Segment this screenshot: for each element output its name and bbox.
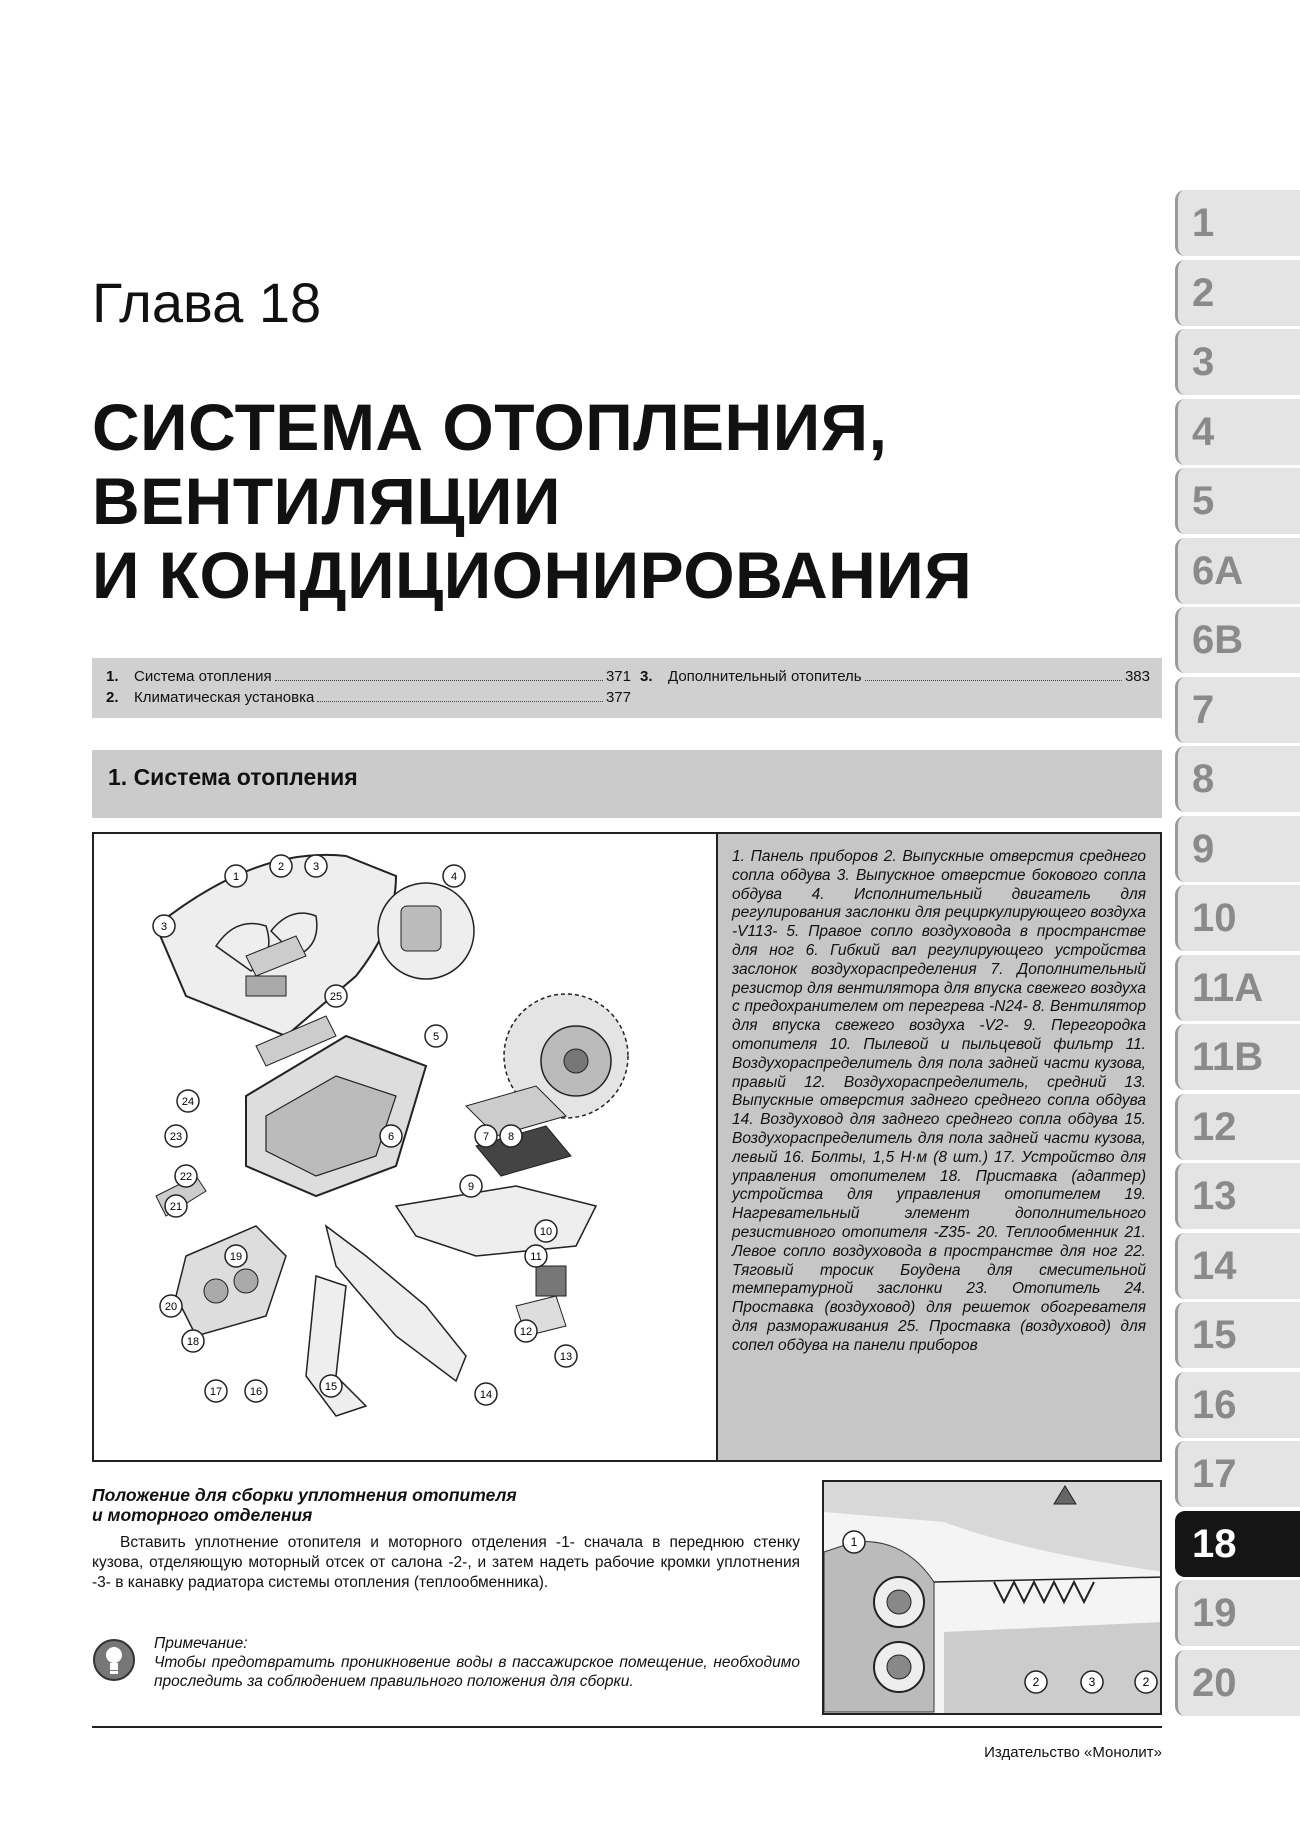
note-text: Чтобы предотвратить проникновение воды в пассажирское помещение, необходимо проследить за соблюдением правильного положения для сборки. (154, 1654, 800, 1690)
callout-number: 3 (160, 921, 168, 933)
chapter-tab-7[interactable]: 7 (1175, 677, 1300, 743)
title-line-1: СИСТЕМА ОТОПЛЕНИЯ, (92, 390, 888, 464)
diagram-callout (443, 865, 465, 887)
chapter-tab-6b[interactable]: 6B (1175, 607, 1300, 673)
toc-leader (865, 668, 1122, 681)
toc-page: 377 (605, 689, 631, 706)
chapter-tab-5[interactable]: 5 (1175, 468, 1300, 534)
toc-text: Климатическая установка (134, 689, 315, 706)
diagram-callout (475, 1383, 497, 1405)
diagram-callout (165, 1125, 187, 1147)
diagram-callout (515, 1320, 537, 1342)
callout-number: 2 (1032, 1675, 1040, 1689)
toc-number: 3. (640, 668, 653, 685)
chapter-tab-11b[interactable]: 11B (1175, 1024, 1300, 1090)
assembly-subheading (92, 1485, 792, 1525)
callout-number: 2 (1142, 1675, 1150, 1689)
callout-number: 22 (179, 1171, 193, 1183)
diagram-callout (535, 1220, 557, 1242)
table-of-contents (92, 658, 1162, 718)
section-header (92, 750, 1162, 818)
photo-callout (1025, 1671, 1047, 1693)
section-title: 1. Система отопления (108, 764, 358, 790)
toc-entry[interactable] (106, 689, 631, 706)
photo-callout (1135, 1671, 1157, 1693)
toc-page: 383 (1124, 668, 1150, 685)
callout-number: 6 (387, 1131, 395, 1143)
chapter-tabs (1175, 190, 1300, 1719)
chapter-tab-2[interactable]: 2 (1175, 260, 1300, 326)
diagram-callout (525, 1245, 547, 1267)
callout-number: 8 (507, 1131, 515, 1143)
photo-callout (843, 1531, 865, 1553)
diagram-callout (182, 1330, 204, 1352)
diagram-callout (460, 1175, 482, 1197)
callout-number: 4 (450, 871, 458, 883)
callout-number: 10 (539, 1226, 553, 1238)
callout-number: 9 (467, 1181, 475, 1193)
diagram-callout (245, 1380, 267, 1402)
chapter-tab-13[interactable]: 13 (1175, 1163, 1300, 1229)
diagram-callout (305, 855, 327, 877)
chapter-tab-10[interactable]: 10 (1175, 885, 1300, 951)
callout-number: 1 (850, 1535, 858, 1549)
figure-caption: 1. Панель приборов 2. Выпускные отверстия среднего сопла обдува 3. Выпускное отверстие бокового сопла обдува 4. Исполнительный двигатель для регулирования заслонки для рециркулирующего воздуха -V113- 5. Правое сопло воздуховода в пространстве для ног 6. Гибкий вал регулирующего устройства заслонок воздухораспределения 7. Дополнительный резистор для вентилятора для впуска свежего воздуха с предохранителем от перегрева -N24- 8. Вентилятор для впуска свежего воздуха -V2- 9. Перегородка отопителя 10. Пылевой и пыльцевой фильтр 11. Воздухораспределитель для пола задней части кузова, правый 12. Воздухораспределитель, средний 13. Выпускные отверстия заднего среднего сопла обдува 14. Воздуховод для заднего среднего сопла обдува 15. Воздухораспределитель для пола задней части кузова, левый 16. Болты, 1,5 Н·м (8 шт.) 17. Устройство для управления отопителем 18. Приставка (адаптер) устройства для управления отопителем 19. Нагревательный элемент дополнительного резистивного отопителя -Z35- 20. Теплообменник 21. Левое сопло воздуховода в пространстве для ног 22. Тяговый тросик Боудена для смесительной температурной заслонки 23. Отопитель 24. Проставка (воздуховод) для решеток обогревателя для размораживания 25. Проставка (воздуховод) для сопел обдува на панели приборов (716, 834, 1160, 1460)
diagram-callout (225, 865, 247, 887)
callout-number: 7 (482, 1131, 490, 1143)
diagram-callout (153, 915, 175, 937)
chapter-tab-8[interactable]: 8 (1175, 746, 1300, 812)
chapter-tab-20[interactable]: 20 (1175, 1650, 1300, 1716)
footer-rule (92, 1726, 1162, 1728)
chapter-tab-11a[interactable]: 11A (1175, 955, 1300, 1021)
diagram-callout (205, 1380, 227, 1402)
callout-number: 16 (249, 1386, 263, 1398)
chapter-tab-9[interactable]: 9 (1175, 816, 1300, 882)
callout-number: 20 (164, 1301, 178, 1313)
diagram-callout (320, 1375, 342, 1397)
chapter-tab-14[interactable]: 14 (1175, 1233, 1300, 1299)
toc-page: 371 (605, 668, 631, 685)
callout-number: 14 (479, 1389, 493, 1401)
diagram-callout (425, 1025, 447, 1047)
callout-number: 3 (312, 861, 320, 873)
chapter-tab-16[interactable]: 16 (1175, 1372, 1300, 1438)
callout-number: 21 (169, 1201, 183, 1213)
callout-number: 23 (169, 1131, 183, 1143)
chapter-tab-6a[interactable]: 6A (1175, 538, 1300, 604)
diagram-callout (555, 1345, 577, 1367)
chapter-tab-3[interactable]: 3 (1175, 329, 1300, 395)
callout-number: 2 (277, 861, 285, 873)
heating-system-figure (92, 832, 1162, 1462)
diagram-callout (325, 985, 347, 1007)
diagram-callout (175, 1165, 197, 1187)
diagram-callout (380, 1125, 402, 1147)
chapter-label: Глава 18 (92, 271, 322, 334)
callout-number: 12 (519, 1326, 533, 1338)
chapter-tab-12[interactable]: 12 (1175, 1094, 1300, 1160)
title-line-2: ВЕНТИЛЯЦИИ (92, 464, 561, 538)
title-line-3: И КОНДИЦИОНИРОВАНИЯ (92, 538, 973, 612)
diagram-callout (475, 1125, 497, 1147)
callout-number: 1 (232, 871, 240, 883)
diagram-callout (165, 1195, 187, 1217)
callout-number: 18 (186, 1336, 200, 1348)
page-title (92, 390, 972, 612)
diagram-callout (500, 1125, 522, 1147)
diagram-callout (270, 855, 292, 877)
note-label: Примечание: (154, 1635, 248, 1652)
callout-number: 19 (229, 1251, 243, 1263)
diagram-callout (225, 1245, 247, 1267)
subheading-line-2: и моторного отделения (92, 1505, 313, 1525)
diagram-callout (177, 1090, 199, 1112)
chapter-tab-19[interactable]: 19 (1175, 1580, 1300, 1646)
callout-number: 17 (209, 1386, 223, 1398)
chapter-tab-17[interactable]: 17 (1175, 1441, 1300, 1507)
toc-number: 1. (106, 668, 119, 685)
callout-number: 5 (432, 1031, 440, 1043)
callout-number: 11 (530, 1251, 542, 1263)
chapter-tab-4[interactable]: 4 (1175, 399, 1300, 465)
callout-number: 13 (559, 1351, 573, 1363)
chapter-tab-18[interactable]: 18 (1175, 1511, 1300, 1577)
seal-drawing (824, 1482, 1162, 1715)
callout-number: 3 (1088, 1675, 1096, 1689)
publisher-name: Издательство «Монолит» (984, 1744, 1162, 1761)
body-paragraph: Вставить уплотнение отопителя и моторного отделения -1- сначала в переднюю стенку кузова, отделяющую моторный отсек от салона -2-, и затем надеть рабочие кромки уплотнения -3- в канавку радиатора системы отопления (теплообменника). (92, 1534, 800, 1591)
chapter-tab-1[interactable]: 1 (1175, 190, 1300, 256)
seal-assembly-illustration (822, 1480, 1162, 1715)
toc-entry[interactable] (106, 668, 631, 685)
chapter-tab-15[interactable]: 15 (1175, 1302, 1300, 1368)
toc-entry[interactable] (640, 668, 1150, 685)
note-block (154, 1634, 800, 1691)
warning-icon (92, 1638, 136, 1682)
diagram-callout (160, 1295, 182, 1317)
toc-text: Система отопления (134, 668, 272, 685)
toc-number: 2. (106, 689, 119, 706)
toc-text: Дополнительный отопитель (668, 668, 862, 685)
heater-assembly-diagram (96, 836, 716, 1458)
callout-number: 15 (324, 1381, 338, 1393)
photo-callout (1081, 1671, 1103, 1693)
toc-leader (275, 668, 603, 681)
subheading-line-1: Положение для сборки уплотнения отопителя (92, 1485, 517, 1505)
callout-number: 25 (329, 991, 343, 1003)
callout-number: 24 (181, 1096, 195, 1108)
toc-leader (317, 689, 603, 702)
